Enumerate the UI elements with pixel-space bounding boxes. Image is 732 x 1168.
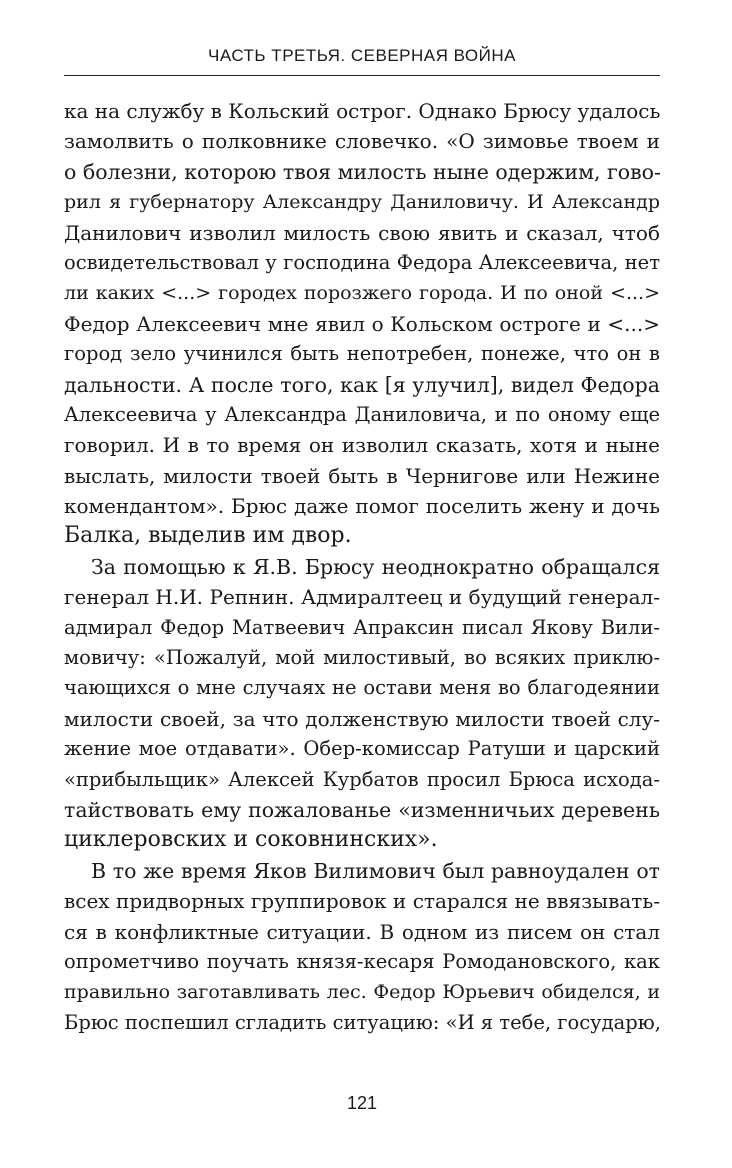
- text-line: замолвить о полковнике словечко. «О зимовье твоем и: [64, 129, 660, 154]
- text-line: Данилович изволил милость свою явить и сказал, чтоб: [64, 220, 660, 245]
- page-number: 121: [346, 1093, 378, 1113]
- text-line: Алексеевича у Александра Даниловича, и по оному еще: [64, 402, 660, 426]
- header-rule: [64, 75, 660, 76]
- text-line: о болезни, которою твоя милость ныне одержим, гово-: [64, 159, 661, 184]
- text-line: мовичу: «Пожалуй, мой милостивый, во всяких приклю-: [64, 646, 660, 670]
- text-line: Брюс поспешил сгладить ситуацию: «И я тебе, государю,: [64, 1010, 661, 1034]
- text-line: освидетельствовал у господина Федора Алексеевича, нет: [64, 250, 660, 274]
- text-line: Балка, выделив им двор.: [64, 523, 352, 549]
- text-line: «прибыльщик» Алексей Курбатов просил Брюса исхода-: [64, 767, 660, 791]
- body-text: [64, 96, 660, 1038]
- text-line: чающихся о мне случаях не остави меня во благодеянии: [64, 676, 660, 700]
- text-line: дальности. А после того, как [я улучил], видел Федора: [64, 372, 660, 397]
- text-line: всех придворных группировок и старался не ввязывать-: [64, 889, 660, 914]
- text-line: Федор Алексеевич мне явил о Кольском остроге и <...>: [64, 311, 660, 336]
- text-line: опрометчиво поучать князя-кесаря Ромодановского, как: [64, 949, 660, 973]
- text-line: город зело учинился быть непотребен, понеже, что он в: [64, 342, 660, 366]
- text-line: В то же время Яков Вилимович был равноудален от: [91, 858, 660, 883]
- text-line: милости своей, за что долженствую милости твоей слу-: [64, 706, 660, 731]
- running-title: ЧАСТЬ ТРЕТЬЯ. СЕВЕРНАЯ ВОЙНА: [208, 46, 516, 65]
- text-line: За помощью к Я.В. Брюсу неоднократно обращался: [91, 554, 660, 579]
- text-line: генерал Н.И. Репнин. Адмиралтеец и будущий генерал-: [64, 585, 660, 610]
- text-line: циклеровских и соковнинских».: [64, 827, 438, 853]
- text-line: жение мое отдавати». Обер-комиссар Ратуши и царский: [64, 737, 660, 761]
- text-line: выслать, милости твоей быть в Чернигове или Нежине: [64, 463, 660, 488]
- text-line: ли каких <...> городех порозжего города. И по оной <...>: [64, 282, 660, 305]
- text-line: ся в конфликтные ситуации. В одном из писем он стал: [64, 919, 660, 944]
- text-line: говорил. И в то время он изволил сказать, хотя и ныне: [64, 433, 660, 458]
- text-line: комендантом». Брюс даже помог поселить жену и дочь: [64, 494, 660, 519]
- text-line: ка на службу в Кольский острог. Однако Брюсу удалось: [64, 99, 661, 123]
- text-line: тайствовать ему пожалованье «изменничьих деревень: [64, 797, 660, 822]
- text-line: рил я губернатору Александру Даниловичу. И Александр: [64, 191, 660, 214]
- text-line: адмирал Федор Матвеевич Апраксин писал Якову Вили-: [64, 615, 660, 639]
- text-line: правильно заготавливать лес. Федор Юрьевич обиделся, и: [64, 981, 660, 1004]
